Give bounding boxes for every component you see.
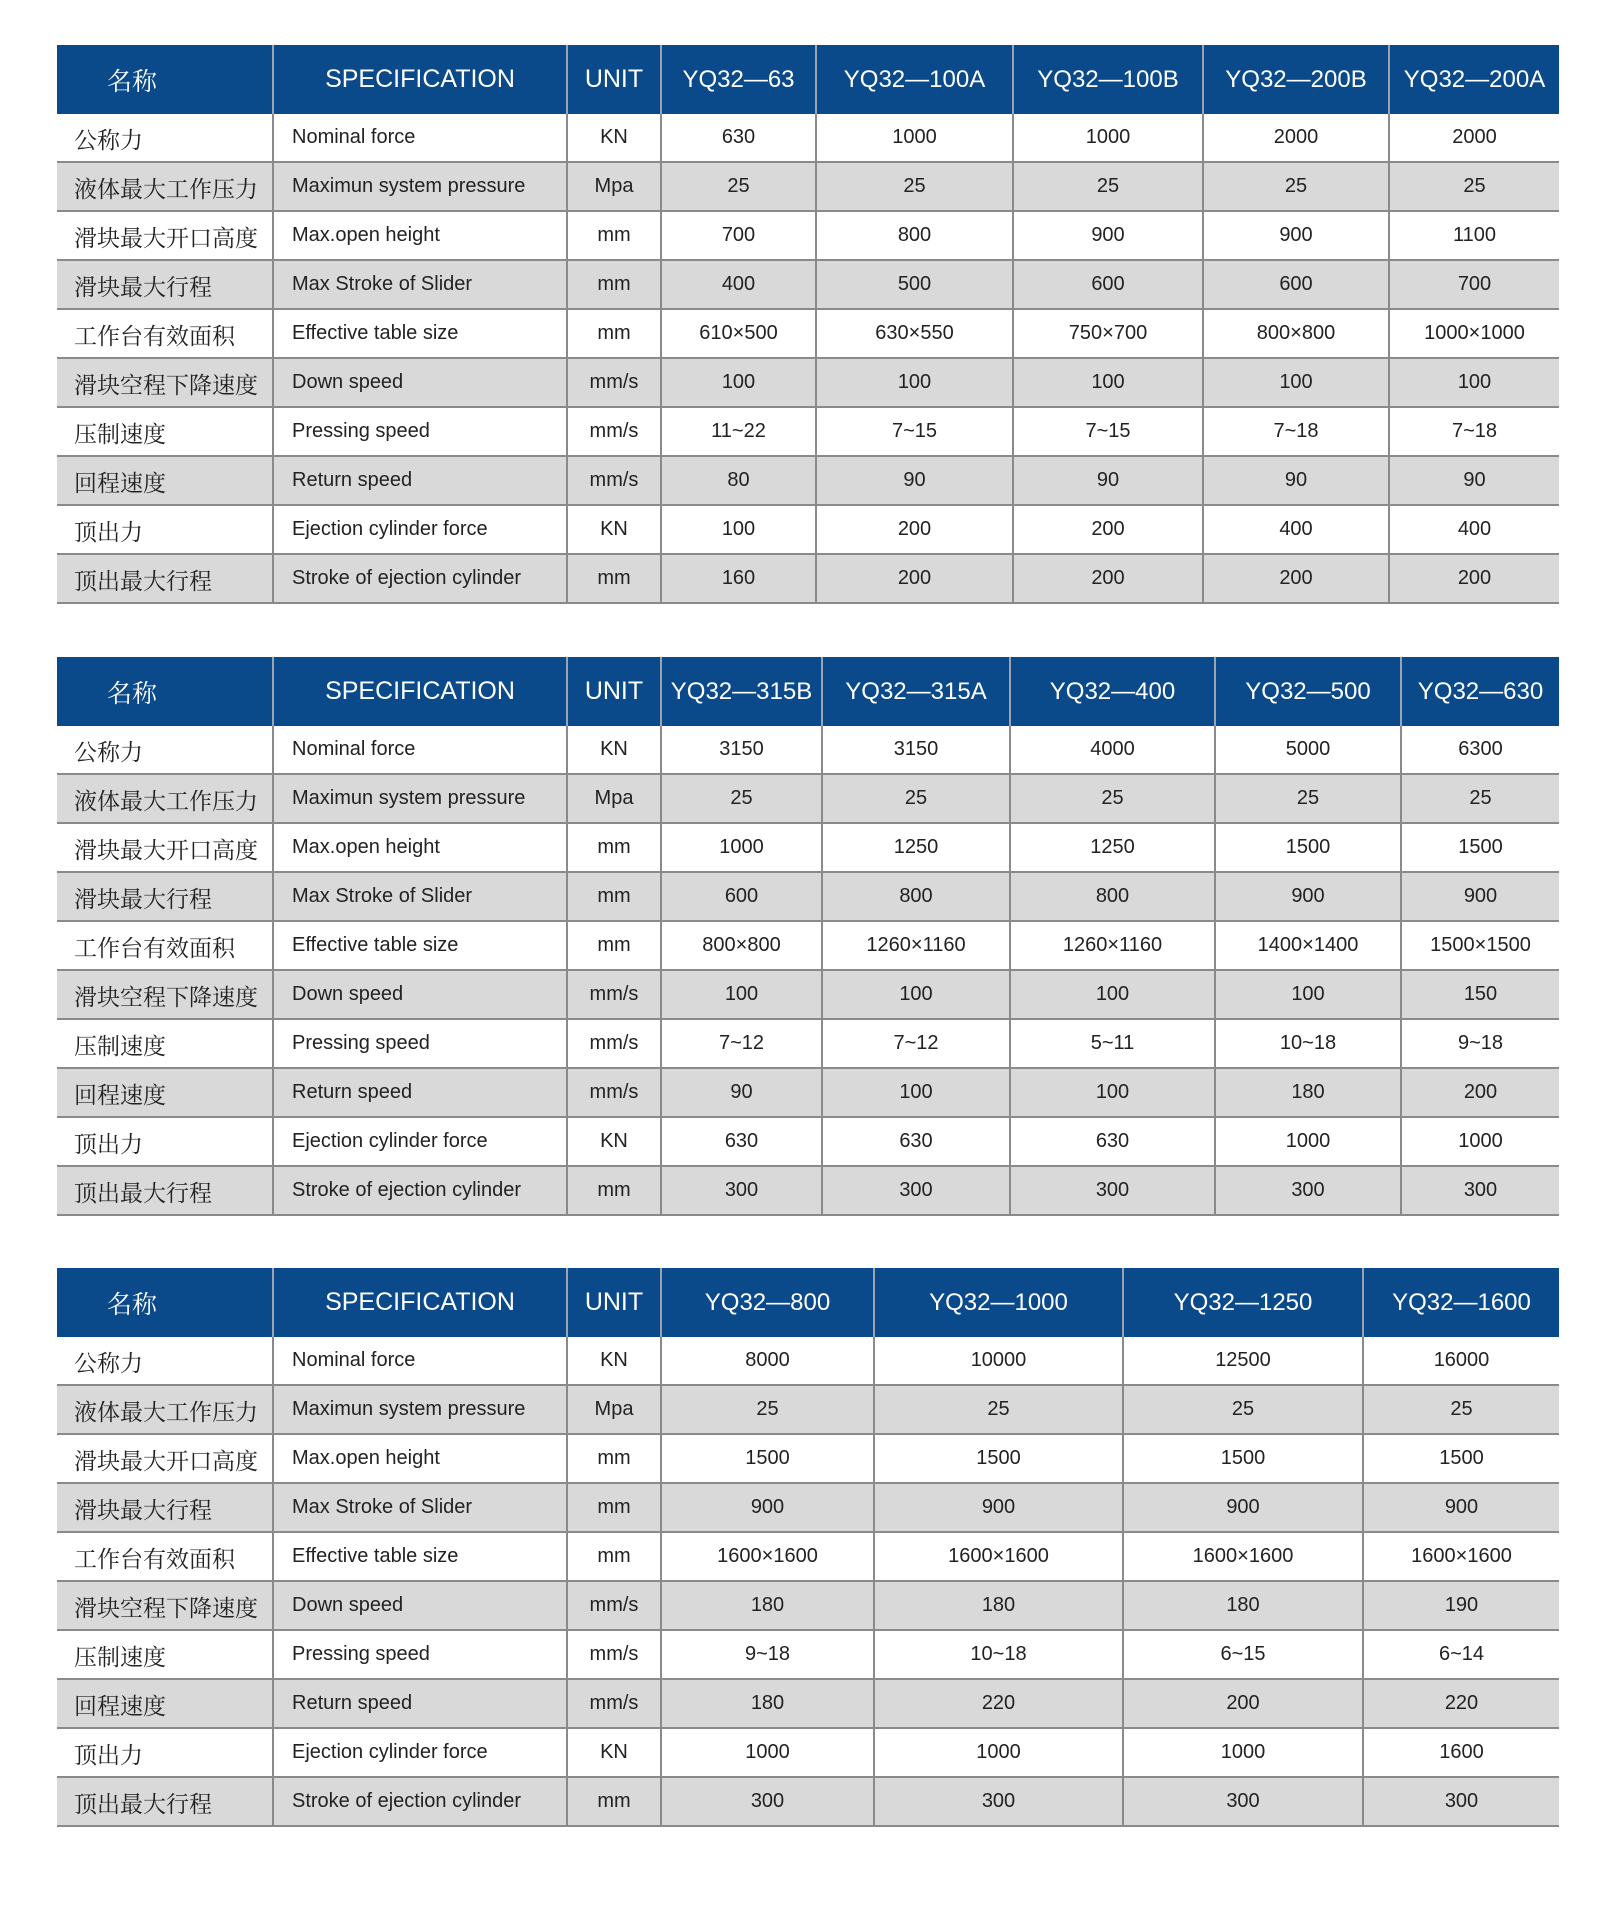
header-specification: SPECIFICATION: [273, 657, 567, 726]
table-cell: 300: [661, 1777, 874, 1826]
row-unit: KN: [567, 1117, 661, 1166]
header-row: [57, 657, 1559, 726]
row-unit: mm/s: [567, 1679, 661, 1728]
table-cell: 12500: [1123, 1337, 1363, 1385]
header-specification: SPECIFICATION: [273, 1268, 567, 1337]
header-model: YQ32—1000: [874, 1268, 1123, 1337]
row-name-cn: 回程速度: [57, 1679, 273, 1728]
row-unit: Mpa: [567, 1385, 661, 1434]
table-cell: 400: [661, 260, 816, 309]
table-cell: 25: [1010, 774, 1215, 823]
table-cell: 25: [816, 162, 1013, 211]
table-row: [57, 1337, 1559, 1385]
table-cell: 25: [822, 774, 1010, 823]
row-spec-en: Return speed: [273, 456, 567, 505]
table-row: [57, 1117, 1559, 1166]
row-name-cn: 滑块最大开口高度: [57, 211, 273, 260]
table-cell: 1000: [1013, 114, 1203, 162]
table-cell: 100: [661, 505, 816, 554]
header-unit: UNIT: [567, 1268, 661, 1337]
table-row: [57, 726, 1559, 774]
header-model: YQ32—315A: [822, 657, 1010, 726]
table-row: [57, 1581, 1559, 1630]
row-spec-en: Down speed: [273, 358, 567, 407]
header-unit: UNIT: [567, 45, 661, 114]
row-name-cn: 公称力: [57, 726, 273, 774]
table-cell: 1500: [661, 1434, 874, 1483]
table-row: [57, 407, 1559, 456]
table-cell: 25: [1389, 162, 1559, 211]
table-cell: 7~18: [1389, 407, 1559, 456]
table-cell: 900: [661, 1483, 874, 1532]
table-cell: 100: [816, 358, 1013, 407]
table-row: [57, 456, 1559, 505]
table-cell: 80: [661, 456, 816, 505]
header-model: YQ32—200A: [1389, 45, 1559, 114]
row-spec-en: Stroke of ejection cylinder: [273, 1777, 567, 1826]
table-row: [57, 1068, 1559, 1117]
row-name-cn: 压制速度: [57, 1630, 273, 1679]
table-cell: 200: [816, 505, 1013, 554]
table-cell: 800: [822, 872, 1010, 921]
table-cell: 1000×1000: [1389, 309, 1559, 358]
table-cell: 1400×1400: [1215, 921, 1401, 970]
header-model: YQ32—1600: [1363, 1268, 1559, 1337]
table-row: [57, 162, 1559, 211]
row-name-cn: 公称力: [57, 114, 273, 162]
table-cell: 10000: [874, 1337, 1123, 1385]
table-cell: 900: [1013, 211, 1203, 260]
table-cell: 300: [1401, 1166, 1559, 1215]
table-cell: 1000: [661, 1728, 874, 1777]
row-spec-en: Ejection cylinder force: [273, 1117, 567, 1166]
table-row: [57, 1385, 1559, 1434]
table-cell: 100: [1010, 970, 1215, 1019]
header-model: YQ32—63: [661, 45, 816, 114]
row-name-cn: 顶出力: [57, 1117, 273, 1166]
row-spec-en: Max.open height: [273, 823, 567, 872]
row-spec-en: Pressing speed: [273, 407, 567, 456]
row-spec-en: Return speed: [273, 1679, 567, 1728]
table-cell: 500: [816, 260, 1013, 309]
row-name-cn: 滑块最大行程: [57, 260, 273, 309]
table-cell: 90: [1013, 456, 1203, 505]
row-spec-en: Maximun system pressure: [273, 774, 567, 823]
header-row: [57, 45, 1559, 114]
row-unit: mm/s: [567, 1581, 661, 1630]
table-cell: 900: [1215, 872, 1401, 921]
row-name-cn: 工作台有效面积: [57, 309, 273, 358]
table-row: [57, 1483, 1559, 1532]
row-spec-en: Effective table size: [273, 921, 567, 970]
header-unit: UNIT: [567, 657, 661, 726]
table-cell: 180: [1123, 1581, 1363, 1630]
table-cell: 100: [1389, 358, 1559, 407]
table-cell: 25: [1215, 774, 1401, 823]
row-name-cn: 顶出力: [57, 1728, 273, 1777]
table-cell: 1250: [1010, 823, 1215, 872]
row-name-cn: 滑块空程下降速度: [57, 358, 273, 407]
table-cell: 300: [1215, 1166, 1401, 1215]
header-model: YQ32—630: [1401, 657, 1559, 726]
table-cell: 300: [874, 1777, 1123, 1826]
row-unit: mm: [567, 823, 661, 872]
table-cell: 90: [661, 1068, 822, 1117]
table-row: [57, 1019, 1559, 1068]
table-cell: 160: [661, 554, 816, 603]
table-cell: 1500: [1123, 1434, 1363, 1483]
row-name-cn: 液体最大工作压力: [57, 1385, 273, 1434]
table-cell: 100: [661, 358, 816, 407]
row-spec-en: Max Stroke of Slider: [273, 872, 567, 921]
table-cell: 1600×1600: [661, 1532, 874, 1581]
table-cell: 800: [1010, 872, 1215, 921]
row-unit: mm: [567, 1483, 661, 1532]
table-cell: 100: [1203, 358, 1389, 407]
row-unit: KN: [567, 1337, 661, 1385]
row-unit: mm/s: [567, 1630, 661, 1679]
row-unit: mm: [567, 309, 661, 358]
table-cell: 180: [874, 1581, 1123, 1630]
row-name-cn: 液体最大工作压力: [57, 774, 273, 823]
table-row: [57, 774, 1559, 823]
header-model: YQ32—800: [661, 1268, 874, 1337]
table-cell: 1500: [1215, 823, 1401, 872]
row-unit: mm/s: [567, 1068, 661, 1117]
table-cell: 200: [1401, 1068, 1559, 1117]
table-cell: 25: [1013, 162, 1203, 211]
table-row: [57, 1166, 1559, 1215]
row-name-cn: 滑块最大开口高度: [57, 823, 273, 872]
table-cell: 150: [1401, 970, 1559, 1019]
row-name-cn: 顶出最大行程: [57, 554, 273, 603]
table-cell: 1000: [874, 1728, 1123, 1777]
table-cell: 1260×1160: [1010, 921, 1215, 970]
row-unit: mm: [567, 1777, 661, 1826]
table-cell: 1250: [822, 823, 1010, 872]
table-cell: 800×800: [1203, 309, 1389, 358]
table-row: [57, 358, 1559, 407]
header-model: YQ32—100A: [816, 45, 1013, 114]
header-model: YQ32—500: [1215, 657, 1401, 726]
table-cell: 610×500: [661, 309, 816, 358]
table-cell: 25: [874, 1385, 1123, 1434]
table-cell: 900: [1401, 872, 1559, 921]
table-row: [57, 1679, 1559, 1728]
row-unit: mm/s: [567, 1019, 661, 1068]
table-cell: 25: [661, 162, 816, 211]
spec-table-1: [57, 45, 1559, 604]
table-cell: 200: [1123, 1679, 1363, 1728]
row-name-cn: 压制速度: [57, 1019, 273, 1068]
row-unit: mm: [567, 1434, 661, 1483]
table-cell: 9~18: [1401, 1019, 1559, 1068]
row-unit: mm: [567, 921, 661, 970]
table-cell: 1500: [874, 1434, 1123, 1483]
row-name-cn: 顶出力: [57, 505, 273, 554]
row-unit: mm: [567, 260, 661, 309]
table-cell: 900: [1123, 1483, 1363, 1532]
table-cell: 1500: [1401, 823, 1559, 872]
header-model: YQ32—1250: [1123, 1268, 1363, 1337]
table-cell: 1000: [1215, 1117, 1401, 1166]
table-cell: 2000: [1389, 114, 1559, 162]
row-unit: KN: [567, 114, 661, 162]
table-cell: 25: [1363, 1385, 1559, 1434]
table-cell: 1000: [816, 114, 1013, 162]
table-cell: 25: [1203, 162, 1389, 211]
table-cell: 1500: [1363, 1434, 1559, 1483]
table-cell: 1000: [1123, 1728, 1363, 1777]
row-spec-en: Ejection cylinder force: [273, 505, 567, 554]
table-cell: 25: [661, 774, 822, 823]
table-cell: 3150: [661, 726, 822, 774]
row-name-cn: 压制速度: [57, 407, 273, 456]
table-cell: 630: [822, 1117, 1010, 1166]
row-name-cn: 工作台有效面积: [57, 921, 273, 970]
table-cell: 900: [1203, 211, 1389, 260]
table-cell: 90: [1203, 456, 1389, 505]
row-name-cn: 公称力: [57, 1337, 273, 1385]
table-cell: 1100: [1389, 211, 1559, 260]
row-unit: KN: [567, 1728, 661, 1777]
table-row: [57, 970, 1559, 1019]
row-spec-en: Maximun system pressure: [273, 162, 567, 211]
header-model: YQ32—400: [1010, 657, 1215, 726]
table-row: [57, 1777, 1559, 1826]
table-row: [57, 505, 1559, 554]
table-cell: 400: [1389, 505, 1559, 554]
row-spec-en: Effective table size: [273, 309, 567, 358]
row-unit: mm/s: [567, 358, 661, 407]
row-name-cn: 顶出最大行程: [57, 1166, 273, 1215]
row-name-cn: 滑块空程下降速度: [57, 970, 273, 1019]
table-cell: 90: [1389, 456, 1559, 505]
table-cell: 1600×1600: [1363, 1532, 1559, 1581]
table-cell: 700: [661, 211, 816, 260]
spec-table-3: [57, 1268, 1559, 1827]
table-cell: 200: [1203, 554, 1389, 603]
table-cell: 600: [661, 872, 822, 921]
table-cell: 630: [1010, 1117, 1215, 1166]
spec-table-2: [57, 657, 1559, 1216]
row-spec-en: Stroke of ejection cylinder: [273, 554, 567, 603]
table-cell: 1260×1160: [822, 921, 1010, 970]
table-cell: 200: [1013, 554, 1203, 603]
table-row: [57, 921, 1559, 970]
row-name-cn: 液体最大工作压力: [57, 162, 273, 211]
row-unit: Mpa: [567, 162, 661, 211]
table-cell: 5~11: [1010, 1019, 1215, 1068]
table-cell: 25: [1123, 1385, 1363, 1434]
table-row: [57, 260, 1559, 309]
table-row: [57, 309, 1559, 358]
table-cell: 10~18: [1215, 1019, 1401, 1068]
table-cell: 11~22: [661, 407, 816, 456]
table-cell: 6~15: [1123, 1630, 1363, 1679]
table-cell: 100: [661, 970, 822, 1019]
table-cell: 10~18: [874, 1630, 1123, 1679]
table-cell: 16000: [1363, 1337, 1559, 1385]
table-cell: 300: [661, 1166, 822, 1215]
header-specification: SPECIFICATION: [273, 45, 567, 114]
row-spec-en: Nominal force: [273, 1337, 567, 1385]
table-row: [57, 823, 1559, 872]
row-spec-en: Max Stroke of Slider: [273, 260, 567, 309]
table-cell: 7~18: [1203, 407, 1389, 456]
row-spec-en: Maximun system pressure: [273, 1385, 567, 1434]
table-cell: 600: [1013, 260, 1203, 309]
table-cell: 7~15: [1013, 407, 1203, 456]
table-row: [57, 872, 1559, 921]
table-cell: 25: [1401, 774, 1559, 823]
table-cell: 25: [661, 1385, 874, 1434]
row-spec-en: Max.open height: [273, 211, 567, 260]
table-cell: 180: [1215, 1068, 1401, 1117]
row-unit: mm/s: [567, 407, 661, 456]
table-cell: 6~14: [1363, 1630, 1559, 1679]
table-row: [57, 1630, 1559, 1679]
table-cell: 750×700: [1013, 309, 1203, 358]
table-cell: 700: [1389, 260, 1559, 309]
table-cell: 300: [1123, 1777, 1363, 1826]
table-cell: 190: [1363, 1581, 1559, 1630]
row-unit: mm/s: [567, 970, 661, 1019]
table-cell: 800×800: [661, 921, 822, 970]
table-cell: 3150: [822, 726, 1010, 774]
table-cell: 7~12: [661, 1019, 822, 1068]
header-row: [57, 1268, 1559, 1337]
row-name-cn: 回程速度: [57, 1068, 273, 1117]
row-name-cn: 顶出最大行程: [57, 1777, 273, 1826]
table-cell: 220: [1363, 1679, 1559, 1728]
table-cell: 1500×1500: [1401, 921, 1559, 970]
table-cell: 200: [1013, 505, 1203, 554]
table-cell: 1600×1600: [1123, 1532, 1363, 1581]
table-cell: 100: [1215, 970, 1401, 1019]
table-cell: 1000: [1401, 1117, 1559, 1166]
table-cell: 5000: [1215, 726, 1401, 774]
table-cell: 630: [661, 114, 816, 162]
table-row: [57, 554, 1559, 603]
row-spec-en: Return speed: [273, 1068, 567, 1117]
table-cell: 7~15: [816, 407, 1013, 456]
row-spec-en: Max Stroke of Slider: [273, 1483, 567, 1532]
header-model: YQ32—200B: [1203, 45, 1389, 114]
header-model: YQ32—315B: [661, 657, 822, 726]
header-name: 名称: [57, 45, 273, 114]
table-cell: 900: [874, 1483, 1123, 1532]
row-name-cn: 滑块空程下降速度: [57, 1581, 273, 1630]
table-cell: 630×550: [816, 309, 1013, 358]
table-cell: 200: [1389, 554, 1559, 603]
table-cell: 4000: [1010, 726, 1215, 774]
row-unit: mm/s: [567, 456, 661, 505]
table-cell: 8000: [661, 1337, 874, 1385]
row-spec-en: Max.open height: [273, 1434, 567, 1483]
row-name-cn: 工作台有效面积: [57, 1532, 273, 1581]
row-spec-en: Pressing speed: [273, 1630, 567, 1679]
row-spec-en: Effective table size: [273, 1532, 567, 1581]
row-unit: mm: [567, 1532, 661, 1581]
table-cell: 200: [816, 554, 1013, 603]
table-cell: 180: [661, 1581, 874, 1630]
table-cell: 100: [822, 970, 1010, 1019]
table-cell: 300: [1363, 1777, 1559, 1826]
table-cell: 600: [1203, 260, 1389, 309]
table-cell: 220: [874, 1679, 1123, 1728]
table-cell: 100: [1013, 358, 1203, 407]
row-spec-en: Stroke of ejection cylinder: [273, 1166, 567, 1215]
row-unit: KN: [567, 505, 661, 554]
table-cell: 1600: [1363, 1728, 1559, 1777]
header-name: 名称: [57, 657, 273, 726]
row-name-cn: 滑块最大行程: [57, 872, 273, 921]
row-spec-en: Down speed: [273, 1581, 567, 1630]
row-spec-en: Nominal force: [273, 726, 567, 774]
table-cell: 180: [661, 1679, 874, 1728]
row-name-cn: 回程速度: [57, 456, 273, 505]
table-cell: 100: [1010, 1068, 1215, 1117]
table-cell: 90: [816, 456, 1013, 505]
table-cell: 630: [661, 1117, 822, 1166]
row-name-cn: 滑块最大开口高度: [57, 1434, 273, 1483]
row-unit: mm: [567, 211, 661, 260]
header-model: YQ32—100B: [1013, 45, 1203, 114]
table-row: [57, 1434, 1559, 1483]
table-row: [57, 211, 1559, 260]
table-cell: 900: [1363, 1483, 1559, 1532]
table-cell: 300: [822, 1166, 1010, 1215]
table-cell: 6300: [1401, 726, 1559, 774]
table-cell: 300: [1010, 1166, 1215, 1215]
row-unit: Mpa: [567, 774, 661, 823]
row-name-cn: 滑块最大行程: [57, 1483, 273, 1532]
table-cell: 7~12: [822, 1019, 1010, 1068]
row-unit: mm: [567, 554, 661, 603]
row-spec-en: Nominal force: [273, 114, 567, 162]
table-cell: 2000: [1203, 114, 1389, 162]
table-cell: 1600×1600: [874, 1532, 1123, 1581]
table-cell: 800: [816, 211, 1013, 260]
header-name: 名称: [57, 1268, 273, 1337]
table-cell: 100: [822, 1068, 1010, 1117]
table-row: [57, 1532, 1559, 1581]
row-spec-en: Ejection cylinder force: [273, 1728, 567, 1777]
row-spec-en: Down speed: [273, 970, 567, 1019]
table-row: [57, 114, 1559, 162]
row-spec-en: Pressing speed: [273, 1019, 567, 1068]
table-cell: 9~18: [661, 1630, 874, 1679]
row-unit: KN: [567, 726, 661, 774]
row-unit: mm: [567, 872, 661, 921]
row-unit: mm: [567, 1166, 661, 1215]
table-cell: 1000: [661, 823, 822, 872]
table-cell: 400: [1203, 505, 1389, 554]
table-row: [57, 1728, 1559, 1777]
